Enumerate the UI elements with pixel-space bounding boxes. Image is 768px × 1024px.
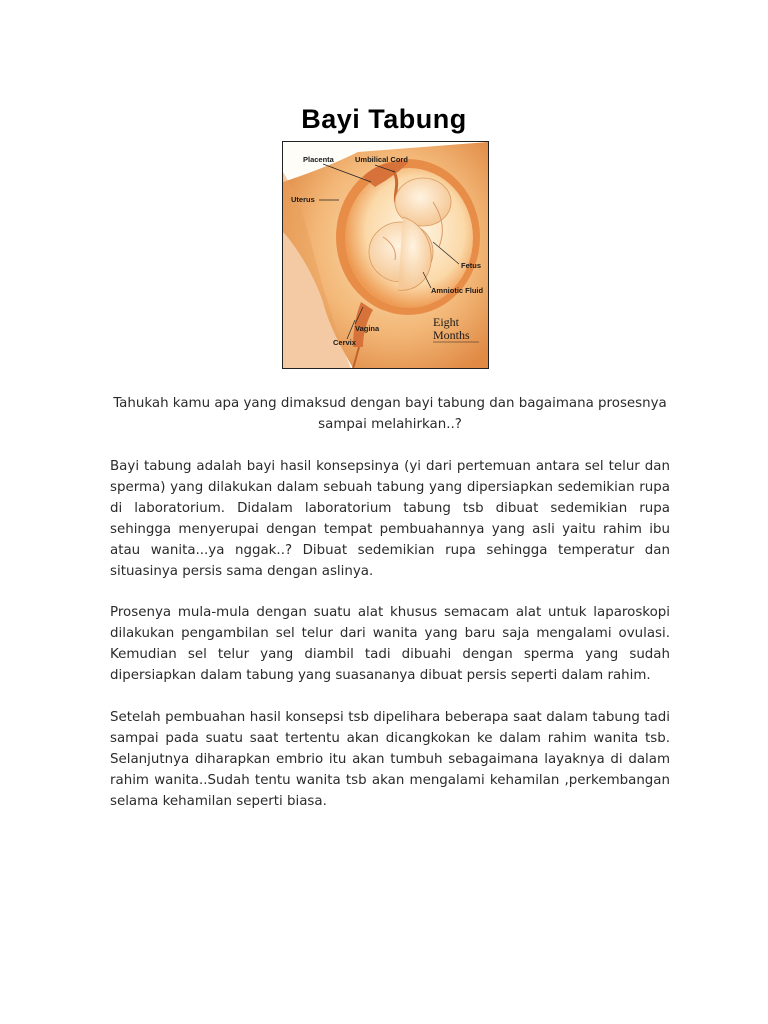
- paragraph-1: Bayi tabung adalah bayi hasil konsepsinya (yi dari pertemuan antara sel telur dan sperma) yang dilakukan dalam sebuah tabung yang dipersiapkan sedemikian rupa di laboratorium. Didalam laboratorium tabung tsb dibuat sedemikian rupa sehingga menyerupai dengan tempat pembuahannya yang asli yaitu rahim ibu atau wanita...ya nggak..? Dibuat sedemikian rupa sehingga temperatur dan situasinya persis sama dengan aslinya.: [110, 459, 670, 579]
- umbilical-cord-label: Umbilical Cord: [355, 155, 408, 164]
- intro-question: Tahukah kamu apa yang dimaksud dengan bayi tabung dan bagaimana prosesnya sampai melahirkan..?: [113, 396, 667, 432]
- paragraph-2: Prosenya mula-mula dengan suatu alat khusus semacam alat untuk laparoskopi dilakukan pengambilan sel telur dari wanita yang baru saja mengalami ovulasi. Kemudian sel telur yang diambil tadi dibuahi dengan sperma yang sudah dipersiapkan dalam tabung yang suasananya dibuat persis seperti dalam rahim.: [110, 605, 670, 683]
- fetus-label: Fetus: [461, 261, 482, 270]
- page-title: Bayi Tabung: [301, 104, 467, 134]
- uterus-label: Uterus: [291, 195, 315, 204]
- amniotic-fluid-label: Amniotic Fluid: [431, 286, 484, 295]
- cervix-label: Cervix: [333, 338, 356, 347]
- vagina-label: Vagina: [355, 324, 380, 333]
- pregnancy-diagram: [282, 141, 489, 369]
- caption-eight: Eight: [433, 315, 459, 329]
- placenta-label: Placenta: [303, 155, 334, 164]
- paragraph-3: Setelah pembuahan hasil konsepsi tsb dipelihara beberapa saat dalam tabung tadi sampai pada suatu saat tertentu akan dicangkokan ke dalam rahim wanita tsb. Selanjutnya diharapkan embrio itu akan tumbuh sebagaimana layaknya di dalam rahim wanita..Sudah tentu wanita tsb akan mengalami kehamilan ,perkembangan selama kehamilan seperti biasa.: [110, 710, 670, 809]
- caption-months: Months: [433, 328, 470, 342]
